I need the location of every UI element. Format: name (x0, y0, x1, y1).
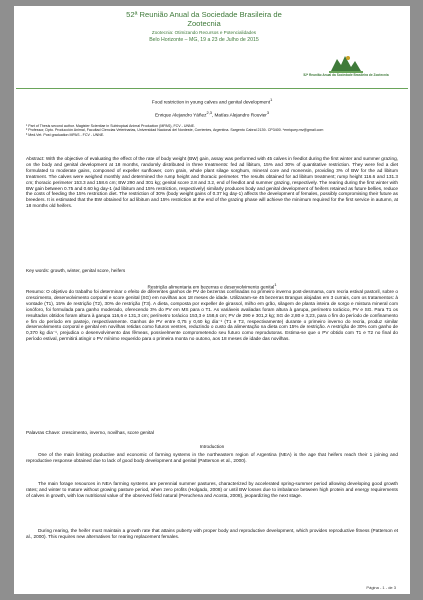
logo-graphic-icon (301, 53, 391, 75)
intro-paragraph-1: One of the main limiting productive and economic of farming systems in the northeastern region of Argentina (NEA) is the age that heifers reach their 1 joining and reproductive response obtained due to lack of good body development and genital (Patterson et al., 2000). (26, 452, 398, 463)
resumo: Resumo: O objetivo do trabalho foi determinar o efeito de diferentes ganhos de PV de bezerras confinadas no primeiro inverno post-desmama, com recria estival pastoril, sobre o crescimento, desenvolvimento corporal e score genital (SG) em novilhas aos 18 meses de idade. Utilizaram-se 45 bezerras Brangus alojadas em 3 currais, com os tratamentos: à vontade (T1), 15% de restrição (T2), 30% de restrição (T3). A dieta, composta por expeller de girassol, milho em grão, silagem de planta inteira de sorgo e mistura mineral com ionóforo, foi formulada para ganho moderado, oferecendo 3% do PV em MS para o T1. As variáveis avaliadas foram altura à garupa, perímetro torácico, PV e SG. Para T1 os resultados obtidos foram altura à garupa 116,6 e 131,3 cm; perímetro torácico 153,3 e 158,6 cm; PV de 290 e 301,2 kg; SG de 2,80 e 3,23, para o fim do período de confinamento e fim do período em pastejo, respectivamente. Ganhos de PV entre 0,75 y 0,60 kg dia⁻¹ (T1 e T2, respectivamente) durante o primeiro inverno do recria, produz similar desenvolvimento corporal e genital em novilhas retidas como futuros ventres, reduzindo o custo da alimentação na dieta com 15% de restrição. A restrição de 30% com ganho de 0,370 kg dia⁻¹, prejudica o desenvolvimento das fêmeas, possivelmente comprometendo seu futuro como reprodutoras. Estima-se que o PV obtido com T1 e T2 no final do período estival, permitirá atingir o PV mínimo requerido para o primeira monta no outono, aos 18 meses de idade das novilhas. (26, 289, 398, 342)
palavras-chave: Palavras Chave: crescimento, inverno, novilhas, score genital (26, 430, 154, 435)
abstract: Abstract: With the objective of evaluating the effect of the rate of body weight (BW) gain, assay was performed with 45 calves in feedlot during the first winter and summer grazing, on the body and genital development at 18 months, randomly distributed in three treatments: fed ad libitum, 15% and 30% of quantitative restriction. They were fed a diet formulated to moderate gains, composed of expeller sunflower, corn grain, whole plant silage sorghum, mineral core and monensin, providing 3% of BW for the ad libitum treatment. The calves were weighed monthly and determined the rump height and thoracic perimeter. The results obtained for ad libitum treatment; rump height 116.6 and 131.3 cm; thoracic perimeter 153.3 and 158.6 cm; BW 290 and 301 kg; genital score 2.8 and 3.2, end of feedlot and summer grazing, respectively. The rearing during the first winter with BW gain between 0.75 and 0.60 kg day-1 (ad libitum and 15% restriction, respectively) similarly produces body and genital development of heifers retained as future bellies, reduce the costs of feeding the 15% restriction diet. The restriction of 30% (body weight gains of 0.37 kg day-1) affects the development of females, possibly compromising their future as breeders. It is estimated that the BW obtained for ad libitum and 15% restriction at the end of the grazing phase will achieve the minimum required for the first service in autumn, at 18 months old heifers. (26, 156, 398, 209)
keywords: Key words: growth, winter, genital score, heifers (26, 268, 126, 273)
logo-text: 52ª Reunião Anual da Sociedade Brasileira de Zootecnia (303, 73, 389, 77)
introduction-heading: Introduction (199, 444, 225, 449)
conference-title: 52ª Reunião Anual da Sociedade Brasileira de Zootecnia (126, 10, 282, 28)
footnotes (26, 124, 398, 137)
paper-page (14, 6, 410, 594)
header-divider (16, 88, 408, 89)
conference-header (119, 10, 289, 44)
conference-logo (301, 53, 391, 86)
intro-paragraph-2: The main forage resources in NEA farming systems are perennial summer pastures, characterized by accelerated spring-summer period allowing developing good growth rates; and winter to mature without growing pasture period, when zero profits (Holgado, 2008) or until BW losses due to imbalance between high protein and energy requirements of calves in growth, with low nutritional value of the observed field natural (Peruchena and Acosta, 2008), jeopardizing the next stage. (26, 481, 398, 498)
portuguese-title: Restrição alimentaria em bezerras e desenvolvimento genital$^1$ (147, 282, 277, 290)
footnote-3: ³ Med.Vet. Post graduation MPAS - FCV - UNNE. (26, 132, 105, 137)
conference-place-date: Belo Horizonte – MG, 19 a 23 de Julho de 2015 (149, 37, 259, 43)
intro-paragraph-3: During rearing, the heifer must maintain a growth rate that attains puberty with proper body and reproductive development, which provides reproductive fitness (Patterson et al., 2000). This requires new alternatives for rearing replacement females. (26, 528, 398, 539)
paper-authors: Enrique Alejandro Yáñez$^{2,3}$, Matías Alejandro Rouvier$^3$ (154, 110, 270, 118)
footnote-2: ² Professor, Dpto. Producción Animal, Facultad Ciencias Veterinarias, Universidad Nacional del Nordeste, Corrientes, Argentina. Sargento Cabral 2139- CP3400. *enriquey.mv@gmail.com (26, 128, 324, 133)
paper-title: Food restriction in young calves and genital development$^1$ (151, 97, 273, 105)
conference-subtitle: Zootecnia: Otimizando Recursos e Potencialidades (151, 30, 257, 35)
page-number: Página - 1 - de 3 (366, 585, 396, 590)
footnote-1: ¹ Part of Thesis second author. Magister Scientiae in Subtropical Animal Production (MPAS), FCV - UNNE. (26, 124, 196, 128)
